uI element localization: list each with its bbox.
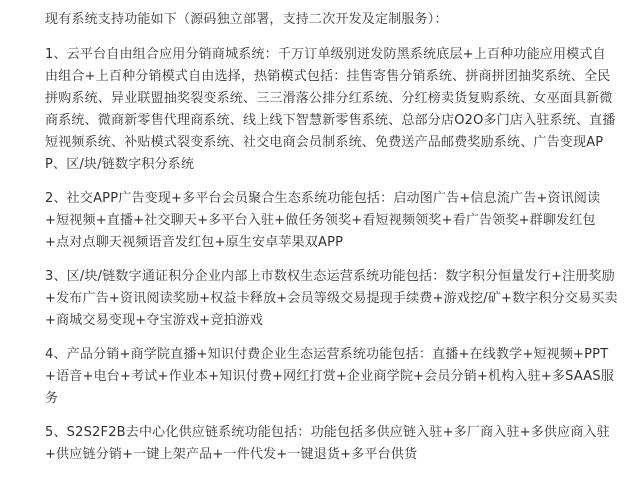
intro-line: 现有系统支持功能如下（源码独立部署，支持二次开发及定制服务）：: [45, 12, 448, 27]
feature-item-2: 2、社交APP广告变现+多平台会员聚合生态系统功能包括：启动图广告+信息流广告+资讯阅读+短视频+直播+社交聊天+多平台入驻+做任务领奖+看短视频领奖+看广告领奖+群聊发红包+点对点聊天视频语音发红包+原生安卓苹果双APP: [45, 191, 601, 250]
feature-item-1: 1、云平台自由组合应用分销商城系统：千万订单级别迸发防黑系统底层+上百种功能应用模式自由组合+上百种分销模式自由选择，热销模式包括：挂售寄售分销系统、拼商拼团抽奖系统、全民拼购系统、异业联盟抽奖裂变系统、三三滑落公排分红系统、分红榜卖货复购系统、女巫面具新微商系统、微商新零售代理商系统、线上线下智慧新零售系统、总部分店O2O多门店入驻系统、直播短视频系统、补贴模式裂变系统、社交电商会员制系统、免费送产品邮费奖励系统、广告变现APP、区/块/链数字积分系统: [45, 47, 616, 172]
feature-item-5: 5、S2S2F2B去中心化供应链系统功能包括：功能包括多供应链入驻+多厂商入驻+多供应商入驻+供应链分销+一键上架产品+一件代发+一键退货+多平台供货: [45, 425, 610, 462]
feature-item-4: 4、产品分销+商学院直播+知识付费企业生态运营系统功能包括：直播+在线教学+短视频+PPT+语音+电台+考试+作业本+知识付费+网红打赏+企业商学院+会员分销+机构入驻+多SAAS服务: [45, 347, 615, 406]
feature-item-3: 3、区/块/链数字通证积分企业内部上市数权生态运营系统功能包括：数字积分恒量发行+注册奖励+发布广告+资讯阅读奖励+权益卡释放+会员等级交易提现手续费+游戏挖/矿+数字积分交易买卖+商城交易变现+夺宝游戏+竞拍游戏: [45, 269, 618, 328]
